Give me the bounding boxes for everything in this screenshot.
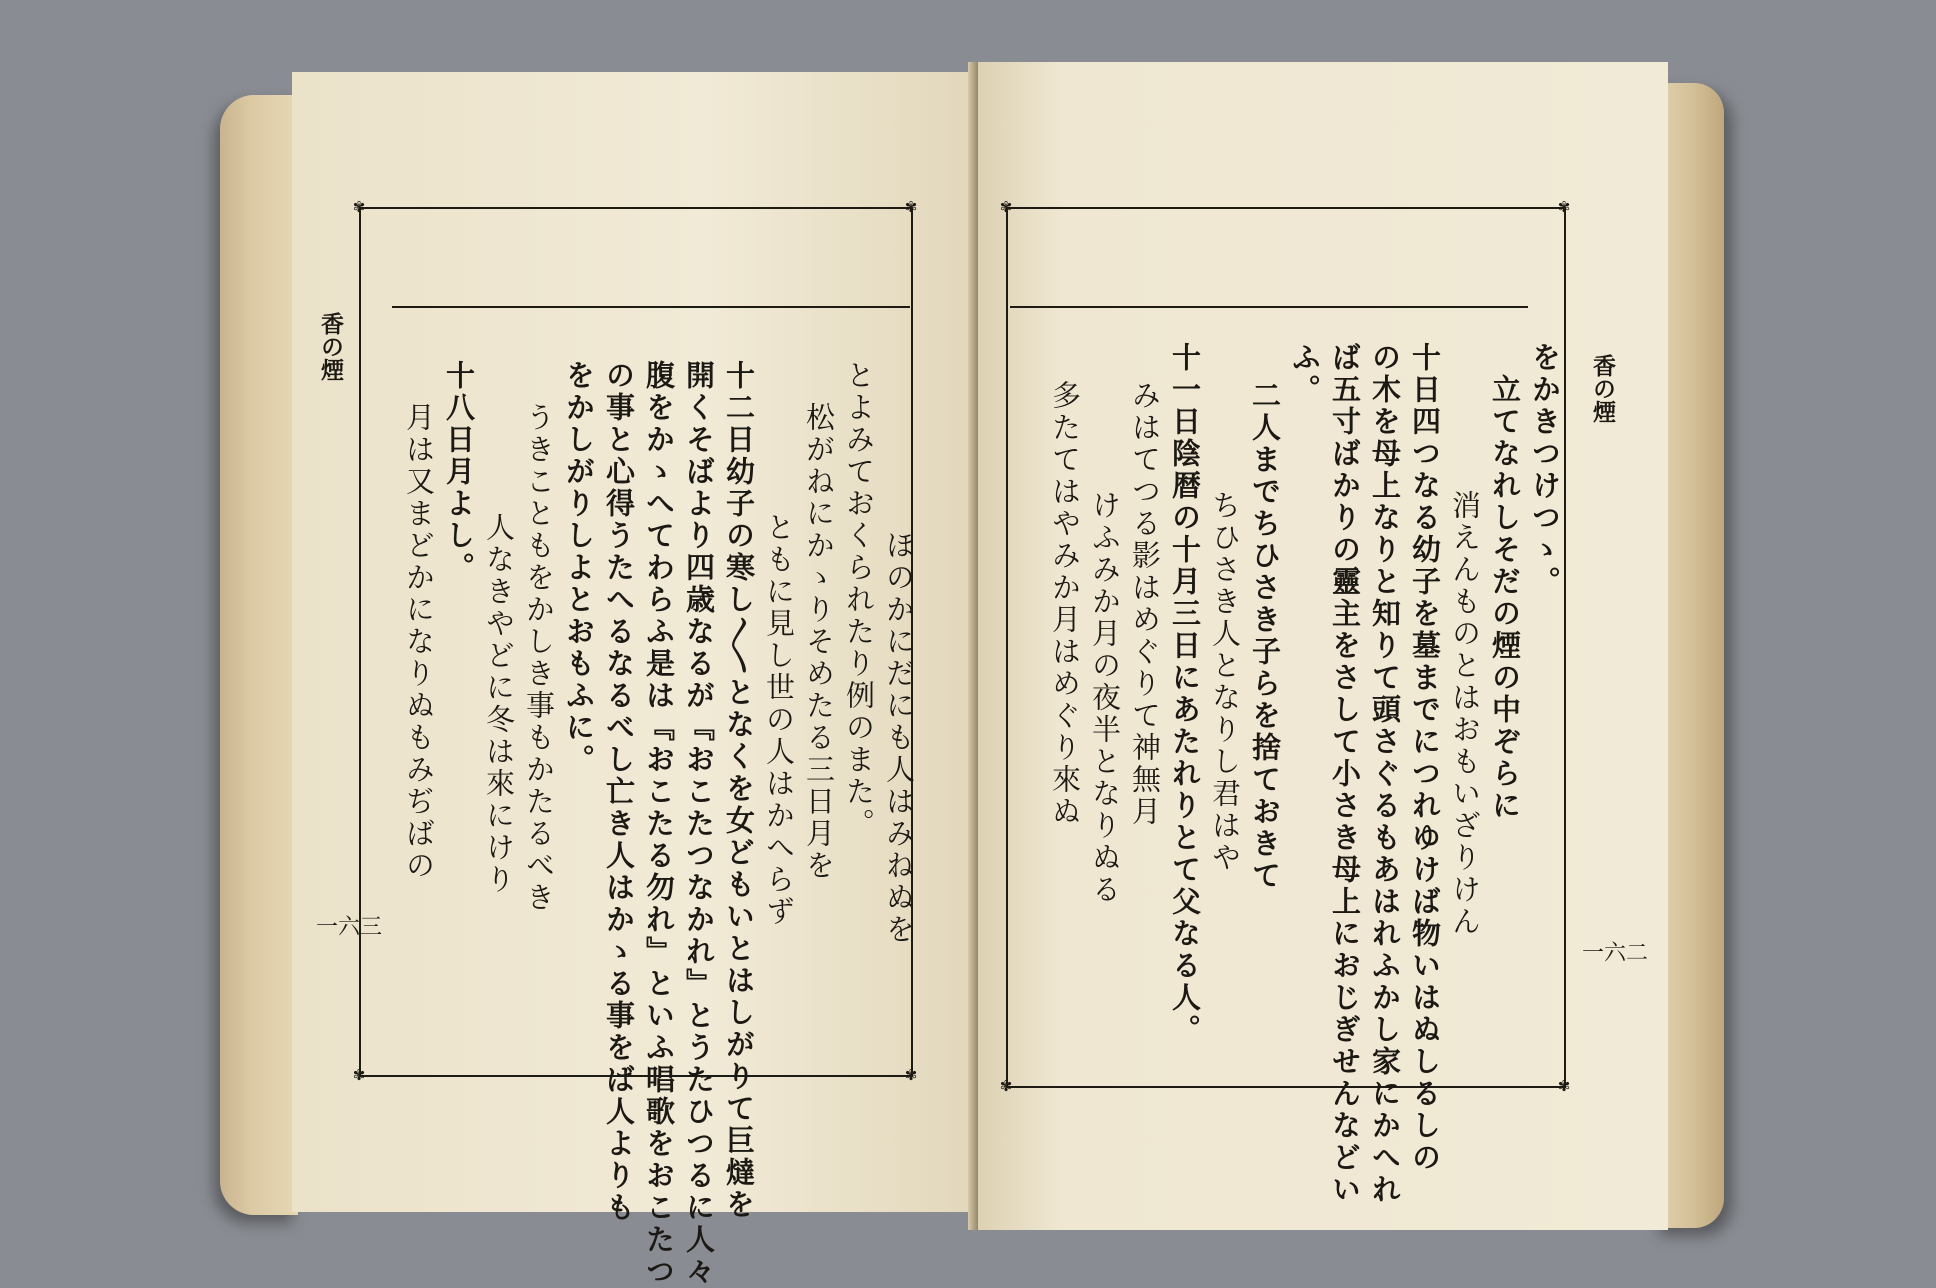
header-rule	[392, 306, 910, 308]
page-number: 一六三	[316, 915, 383, 940]
text-line: ともに見し世の人はかへらず	[762, 512, 796, 928]
text-line: 十一日陰暦の十月三日にあたれりとて父なる人。	[1168, 342, 1202, 1046]
page-number: 一六二	[1582, 941, 1649, 966]
text-line: 二人までちひさき子らを捨ておきて	[1248, 380, 1282, 892]
frame-bottom	[1006, 1086, 1566, 1088]
frame-top	[1006, 207, 1566, 209]
text-line: 開くそばより四歳なるが『おこたつなかれ』とうたひつるに人々	[682, 360, 716, 1288]
text-line: 人なきやどに冬は來にけり	[482, 512, 516, 896]
right-page	[978, 62, 1668, 1230]
header-rule	[1010, 306, 1528, 308]
frame-top	[359, 207, 913, 209]
ornament-icon: ✾	[352, 1066, 366, 1084]
text-line: の事と心得うたへるなるべし亡き人はかゝる事をば人よりも	[602, 360, 636, 1224]
text-line: をかきつけつゝ。	[1528, 342, 1562, 598]
text-line: けふみか月の夜半となりぬる	[1088, 490, 1122, 906]
ornament-icon: ✾	[999, 198, 1013, 216]
text-line: ば五寸ばかりの靈主をさして小さき母上におじぎせんなどい	[1328, 342, 1362, 1206]
text-line: 十二日幼子の寒し〳〵となくを女どもいとはしがりて巨燵を	[722, 360, 756, 1221]
text-line: をかしがりしよとおもふに。	[562, 360, 596, 776]
text-line: 十八日月よし。	[442, 360, 476, 584]
frame-left	[1006, 207, 1008, 1088]
running-head: 香の煙	[1589, 354, 1616, 423]
text-line: うきこともをかしき事もかたるべき	[522, 402, 556, 914]
frame-bottom	[359, 1075, 913, 1077]
text-line: ちひさき人となりし君はや	[1208, 490, 1242, 874]
text-line: 十日四つなる幼子を墓までにつれゆけば物いはぬしるしの	[1408, 342, 1442, 1174]
left-page	[292, 72, 982, 1288]
text-line: みはてつる影はめぐりて神無月	[1128, 380, 1162, 828]
frame-left	[359, 207, 361, 1077]
text-line: 松がねにかゝりそめたる三日月を	[802, 402, 836, 882]
text-line: 消えんものとはおもいざりけん	[1448, 490, 1482, 938]
ornament-icon: ✾	[352, 198, 366, 216]
text-line: とよみておくられたり例のまた。	[842, 360, 876, 840]
text-line: 立てなれしそだの煙の中ぞらに	[1488, 374, 1522, 822]
ornament-icon: ✾	[904, 198, 918, 216]
text-line: ほのかにだにも人はみねぬを	[882, 530, 916, 946]
text-line: の木を母上なりと知りて頭さぐるもあはれふかし家にかへれ	[1368, 342, 1402, 1206]
frame-right	[1564, 207, 1566, 1088]
ornament-icon: ✾	[1557, 1077, 1571, 1095]
text-line: ふ。	[1288, 342, 1322, 406]
text-line: 腹をかゝへてわらふ是は『おこたる勿れ』といふ唱歌をおこたつ	[642, 360, 676, 1288]
text-line: 月は又まどかになりぬもみぢばの	[402, 402, 436, 882]
ornament-icon: ✾	[1557, 198, 1571, 216]
ornament-icon: ✾	[999, 1077, 1013, 1095]
text-line: 多たてはやみか月はめぐり來ぬ	[1048, 380, 1082, 828]
ornament-icon: ✾	[904, 1066, 918, 1084]
running-head: 香の煙	[317, 312, 344, 381]
left-page-edges	[220, 95, 298, 1215]
